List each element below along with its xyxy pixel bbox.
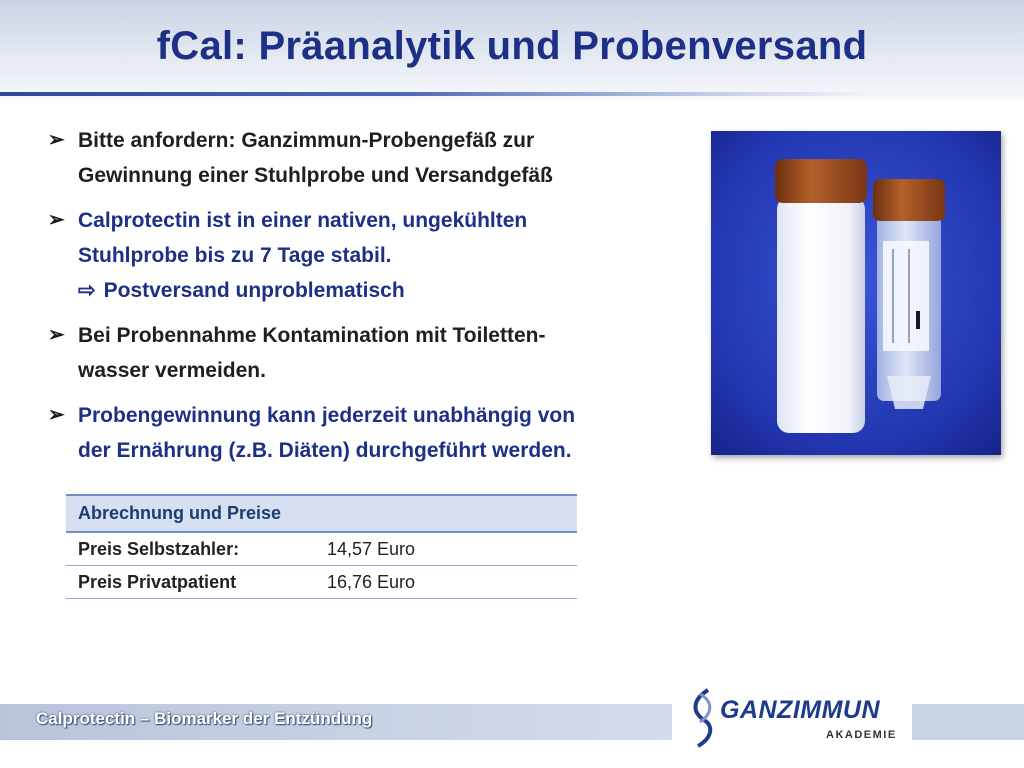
- logo-subtitle: AKADEMIE: [826, 729, 897, 741]
- table-row: [66, 566, 577, 599]
- logo-name-part2: IMMUN: [792, 696, 881, 724]
- price-table: [66, 494, 577, 599]
- logo-wordmark: [720, 696, 880, 725]
- bullet-text-line: Gewinnung einer Stuhlprobe und Versandgefäß: [78, 164, 553, 187]
- bullet-item-contamination: [48, 318, 708, 388]
- tube-brown-cap: [873, 179, 945, 221]
- footer-text: Calprotectin – Biomarker der Entzündung: [36, 709, 373, 728]
- slide-title: fCal: Präanalytik und Probenversand: [156, 24, 868, 68]
- bullet-text-line: Bitte anfordern: Ganzimmun-Probengefäß zur: [78, 129, 535, 152]
- right-arrow-icon: ⇨: [78, 279, 96, 302]
- ganzimmun-logo: [688, 686, 908, 750]
- bullet-item-request-containers: [48, 123, 708, 193]
- white-sample-bottle: [777, 197, 865, 433]
- bullet-text-line: der Ernährung (z.B. Diäten) durchgeführt werden.: [78, 439, 572, 462]
- footer-band-right: [912, 704, 1024, 740]
- bullet-arrow-icon: ➢: [48, 404, 65, 426]
- bullet-text-line: Stuhlprobe bis zu 7 Tage stabil.: [78, 244, 392, 267]
- title-underline: [0, 92, 880, 96]
- bullet-arrow-icon: ➢: [48, 129, 65, 151]
- bullet-item-diet-independence: [48, 398, 708, 468]
- price-table-header: Abrechnung und Preise: [66, 495, 577, 532]
- logo-name-part1: GANZ: [720, 696, 793, 724]
- bullet-text-line: Bei Probennahme Kontamination mit Toiletten-: [78, 324, 546, 347]
- price-value: 14,57 Euro: [315, 532, 577, 566]
- sample-containers-photo: [711, 131, 1001, 455]
- bullet-arrow-icon: ➢: [48, 209, 65, 231]
- tube-label-mark: [916, 311, 920, 329]
- white-bottle-brown-cap: [775, 159, 867, 203]
- bullet-list: [48, 123, 708, 478]
- price-label: Preis Selbstzahler:: [66, 532, 315, 566]
- price-value: 16,76 Euro: [315, 566, 577, 599]
- bullet-text-line: Calprotectin ist in einer nativen, ungekühlten: [78, 209, 528, 232]
- table-row: [66, 532, 577, 566]
- bullet-conclusion-line: [78, 273, 708, 308]
- tube-label: [883, 241, 929, 351]
- bullet-text-line: wasser vermeiden.: [78, 359, 266, 382]
- price-table-header-row: [66, 495, 577, 532]
- bullet-item-stability: [48, 203, 708, 308]
- bullet-arrow-icon: ➢: [48, 324, 65, 346]
- bullet-conclusion-text: Postversand unproblematisch: [103, 279, 405, 302]
- logo-helix-icon: [688, 686, 718, 748]
- price-label: Preis Privatpatient: [66, 566, 315, 599]
- bullet-text-line: Probengewinnung kann jederzeit unabhängig von: [78, 404, 576, 427]
